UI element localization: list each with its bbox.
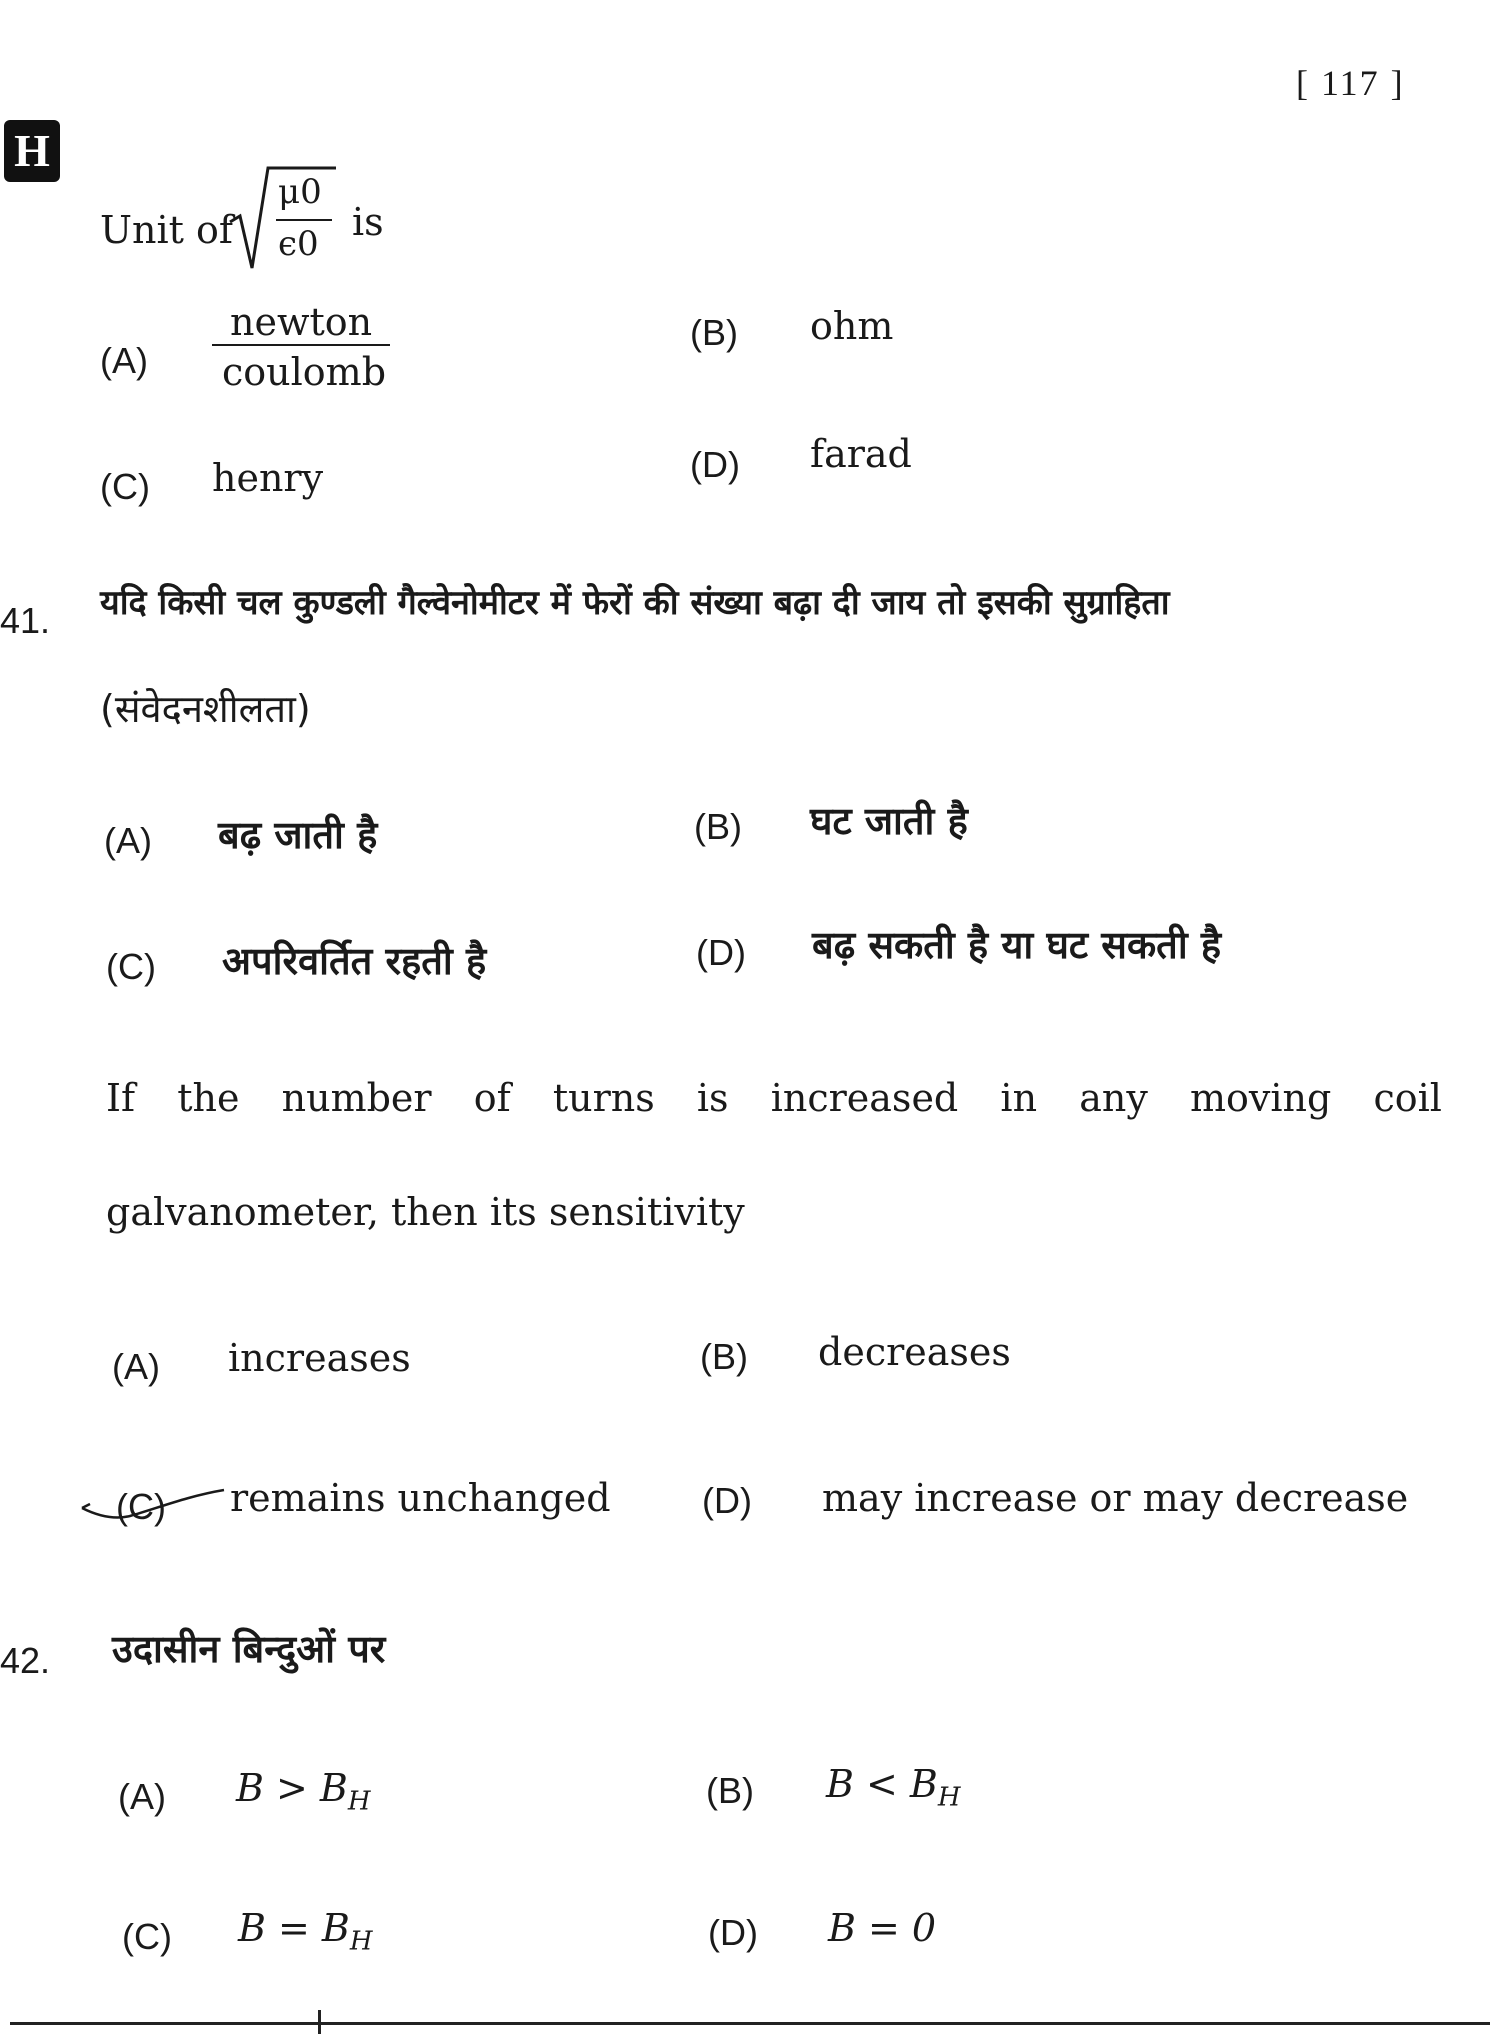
q41-english-option-a-text: increases [228,1336,411,1380]
q41-english-option-c-text: remains unchanged [230,1476,611,1520]
q41-hindi-option-d-label: (D) [696,932,746,973]
sqrt-denominator: ϵ0 [278,224,319,264]
bottom-rule-divider [318,2010,321,2034]
q40-option-a-numerator: newton [230,300,373,344]
q41-english-word: increased [770,1076,959,1120]
q41-hindi-option-b-text: घट जाती है [810,799,968,843]
q42-option-c-expression [238,1906,373,1957]
series-mark: H [4,120,60,182]
q42-option-c-label: (C) [122,1916,172,1957]
q40-option-b-label: (B) [690,312,738,353]
q42-option-a-subscript: H [347,1786,371,1817]
q41-english-word: the [177,1076,240,1120]
q41-english-option-a-label: (A) [112,1346,160,1387]
q42-option-c-main: B = B [238,1906,350,1950]
bottom-rule [10,2022,1490,2025]
q40-option-c-label: (C) [100,466,150,507]
q40-option-b-text: ohm [810,304,894,348]
q40-option-c-text: henry [212,456,324,500]
q41-english-word: If [106,1076,136,1120]
q41-english-option-d-label: (D) [702,1480,752,1521]
q40-sqrt-expression [228,160,338,280]
q41-english-option-d-text: may increase or may decrease [822,1476,1409,1520]
q41-english-stem-line2: galvanometer, then its sensitivity [106,1190,745,1234]
q41-english-word: turns [552,1076,655,1120]
page-number: [ 117 ] [1296,63,1405,103]
q41-hindi-stem-line1: यदि किसी चल कुण्डली गैल्वेनोमीटर में फेरों की संख्या बढ़ा दी जाय तो इसकी सुग्राहिता [100,583,1170,623]
q41-english-word: any [1079,1076,1148,1120]
q40-option-d-label: (D) [690,444,740,485]
q41-hindi-option-a-text: बढ़ जाती है [218,813,378,857]
q42-option-a-main: B > B [236,1766,348,1810]
q42-option-b-label: (B) [706,1770,754,1811]
answer-tick-mark-icon [78,1486,228,1526]
q41-english-word: number [281,1076,432,1120]
q41-hindi-option-b-label: (B) [694,806,742,847]
q41-english-word: coil [1373,1076,1442,1120]
q40-option-a-fraction-bar [212,344,390,346]
q42-option-a-expression [236,1766,371,1817]
q41-english-word: moving [1189,1076,1332,1120]
q41-hindi-option-c-text: अपरिवर्तित रहती है [222,939,487,983]
q40-option-a-label: (A) [100,340,148,381]
q42-hindi-stem: उदासीन बिन्दुओं पर [112,1627,386,1671]
q41-hindi-option-a-label: (A) [104,820,152,861]
q42-option-d-text: B = 0 [828,1906,937,1950]
q40-option-d-text: farad [810,432,912,476]
q41-english-word: of [473,1076,511,1120]
q41-english-word: is [696,1076,729,1120]
q41-hindi-stem-line2: (संवेदनशीलता) [100,687,311,731]
q41-english-option-c-label: (C) [116,1486,166,1527]
q41-number: 41. [0,600,51,641]
q41-hindi-option-c-label: (C) [106,946,156,987]
q41-hindi-option-d-text: बढ़ सकती है या घट सकती है [812,923,1222,967]
q40-stem-prefix: Unit of [100,208,233,252]
sqrt-numerator: μ0 [278,172,322,212]
q42-option-c-subscript: H [349,1926,373,1957]
q41-english-word: in [1000,1076,1038,1120]
q40-option-a-denominator: coulomb [222,350,387,394]
q42-option-d-label: (D) [708,1912,758,1953]
q42-number: 42. [0,1640,51,1681]
q42-option-b-subscript: H [937,1782,961,1813]
q42-option-b-expression [826,1762,961,1813]
q42-option-b-main: B < B [826,1762,938,1806]
q41-english-option-b-label: (B) [700,1336,748,1377]
q42-option-a-label: (A) [118,1776,166,1817]
q40-stem-suffix: is [352,200,384,244]
q41-english-stem-line1 [106,1076,1442,1120]
q41-english-option-b-text: decreases [818,1330,1011,1374]
